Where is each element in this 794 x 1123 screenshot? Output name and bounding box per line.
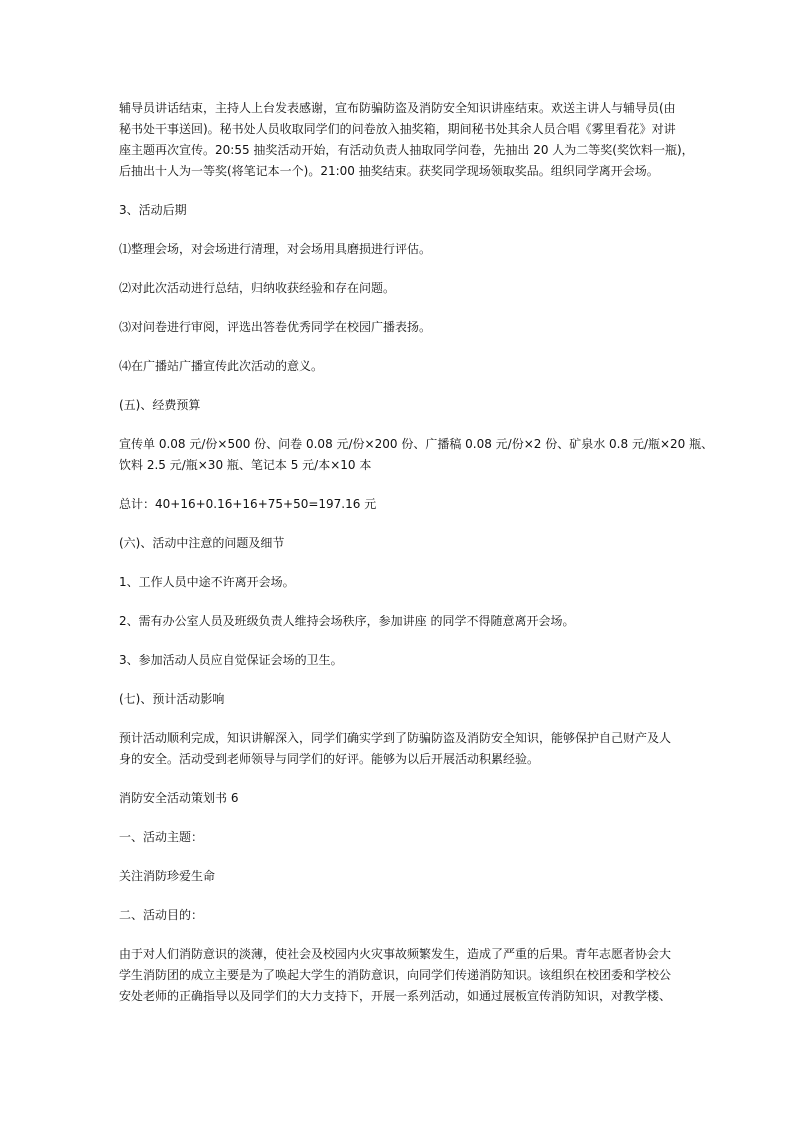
text-line: 宣传单 0.08 元/份×500 份、问卷 0.08 元/份×200 份、广播稿 0.08 元/份×2 份、矿泉水 0.8 元/瓶×20 瓶、 xyxy=(119,437,714,451)
text-line: 一、活动主题： xyxy=(119,830,204,844)
text-line: 关注消防珍爱生命 xyxy=(119,869,216,883)
text-line: ⑴整理会场，对会场进行清理，对会场用具磨损进行评估。 xyxy=(119,242,432,256)
section-heading-impact xyxy=(119,689,679,710)
paragraph-purpose xyxy=(119,944,679,1007)
text-line: (六)、活动中注意的问题及细节 xyxy=(119,536,285,550)
text-line: 2、需有办公室人员及班级负责人维持会场秩序，参加讲座 的同学不得随意离开会场。 xyxy=(119,614,575,628)
list-item xyxy=(119,611,679,632)
text-line: 1、工作人员中途不许离开会场。 xyxy=(119,575,295,589)
text-line: 辅导员讲话结束，主持人上台发表感谢，宣布防骗防盗及消防安全知识讲座结束。欢送主讲人与辅导员(由 xyxy=(119,101,676,115)
section-heading-purpose xyxy=(119,905,679,926)
paragraph-theme xyxy=(119,866,679,887)
text-line: (五)、经费预算 xyxy=(119,398,201,412)
list-item xyxy=(119,278,679,299)
text-line: 二、活动目的： xyxy=(119,908,204,922)
section-heading-later-stage xyxy=(119,200,679,221)
paragraph-budget-items xyxy=(119,434,714,476)
list-item xyxy=(119,572,679,593)
list-item xyxy=(119,239,679,260)
list-item xyxy=(119,317,679,338)
text-line: 3、活动后期 xyxy=(119,203,187,217)
document-title xyxy=(119,788,679,809)
text-line: ⑶对问卷进行审阅，评选出答卷优秀同学在校园广播表扬。 xyxy=(119,320,432,334)
document-body xyxy=(119,98,714,1007)
paragraph-impact xyxy=(119,728,679,770)
text-line: 座主题再次宣传。20:55 抽奖活动开始，有活动负责人抽取同学问卷，先抽出 20 人为二等奖(奖饮料一瓶)， xyxy=(119,143,694,157)
text-line: 总计：40+16+0.16+16+75+50=197.16 元 xyxy=(119,497,377,511)
paragraph-budget-total xyxy=(119,494,679,515)
section-heading-notes xyxy=(119,533,679,554)
paragraph-closing-ceremony xyxy=(119,98,694,182)
section-heading-budget xyxy=(119,395,679,416)
text-line: 预计活动顺利完成，知识讲解深入，同学们确实学到了防骗防盗及消防安全知识，能够保护自己财产及人 xyxy=(119,731,672,745)
text-line: 饮料 2.5 元/瓶×30 瓶、笔记本 5 元/本×10 本 xyxy=(119,458,372,472)
list-item xyxy=(119,650,679,671)
text-line: (七)、预计活动影响 xyxy=(119,692,225,706)
list-item xyxy=(119,356,679,377)
text-line: 后抽出十人为一等奖(将笔记本一个)。21:00 抽奖结束。获奖同学现场领取奖品。组织同学离开会场。 xyxy=(119,164,659,178)
text-line: ⑷在广播站广播宣传此次活动的意义。 xyxy=(119,359,324,373)
text-line: ⑵对此次活动进行总结，归纳收获经验和存在问题。 xyxy=(119,281,396,295)
text-line: 由于对人们消防意识的淡薄，使社会及校园内火灾事故频繁发生，造成了严重的后果。青年志愿者协会大 xyxy=(119,947,672,961)
text-line: 消防安全活动策划书 6 xyxy=(119,791,239,805)
text-line: 学生消防团的成立主要是为了唤起大学生的消防意识，向同学们传递消防知识。该组织在校团委和学校公 xyxy=(119,968,672,982)
text-line: 秘书处干事送回)。秘书处人员收取同学们的问卷放入抽奖箱，期间秘书处其余人员合唱《雾里看花》对讲 xyxy=(119,122,676,136)
section-heading-theme xyxy=(119,827,679,848)
text-line: 安处老师的正确指导以及同学们的大力支持下，开展一系列活动，如通过展板宣传消防知识，对教学楼、 xyxy=(119,989,672,1003)
text-line: 3、参加活动人员应自觉保证会场的卫生。 xyxy=(119,653,343,667)
text-line: 身的安全。活动受到老师领导与同学们的好评。能够为以后开展活动积累经验。 xyxy=(119,752,540,766)
